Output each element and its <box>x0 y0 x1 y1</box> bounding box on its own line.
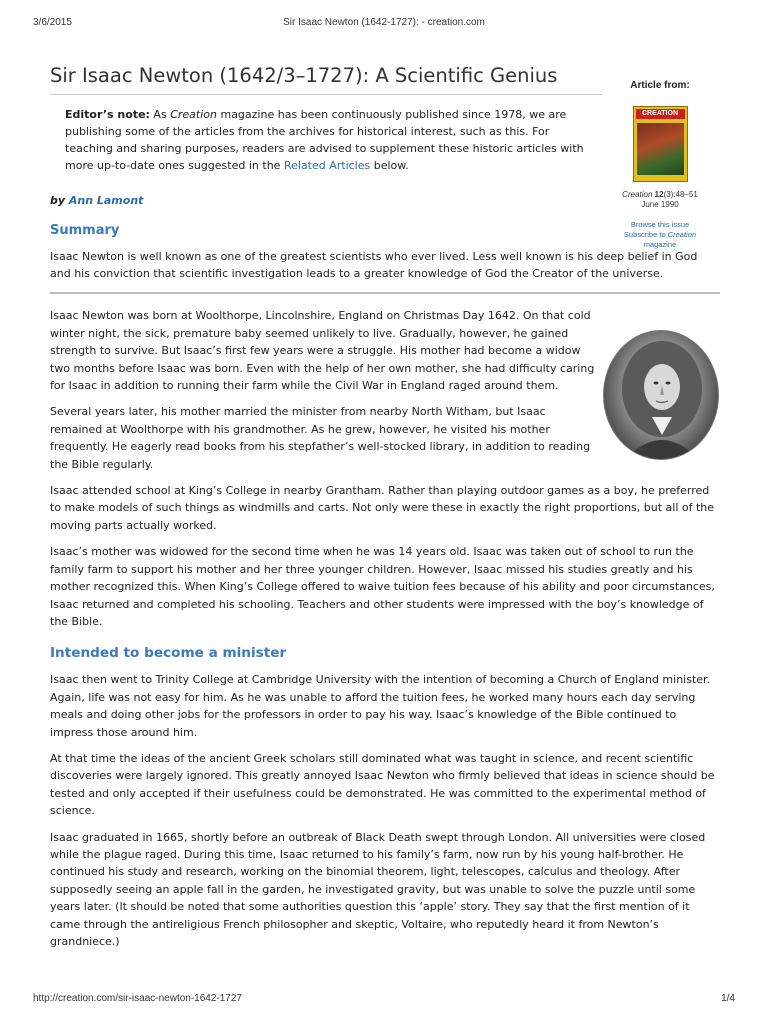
editors-note-text: magazine has been continuously published since 1978, we are publishing some of the articles from the archives for historical interest, such as this. For teaching and sharing purposes, readers are advised to supplement these historic articles with more up-to-date ones suggested in the <box>65 108 584 172</box>
paragraph: Isaac Newton was born at Woolthorpe, Lincolnshire, England on Christmas Day 1642. On that cold winter night, the sick, premature baby seemed unlikely to live. Gradually, however, he gained strength to survive. But Isaac’s first few years were a struggle. His mother had become a widow two months before Isaac was born. Even with the help of her own mother, she had difficulty caring for Isaac in addition to running their farm while the Civil War in England raged around them. <box>50 309 595 393</box>
citation-date: June 1990 <box>641 200 679 209</box>
byline-prefix: by <box>50 194 69 207</box>
section-heading: Intended to become a minister <box>50 645 287 662</box>
paragraph: Several years later, his mother married the minister from nearby North Witham, but Isaac remained at Woolthorpe with his grandmother. As he grew, however, he visited his mother frequently. He eagerly read books from his stepfather’s well-stocked library, in addition to reading the Bible regularly. <box>50 405 591 471</box>
print-page-title: Sir Isaac Newton (1642-1727): - creation.com <box>283 17 485 28</box>
subscribe-magazine: Creation <box>667 230 697 239</box>
page-title: Sir Isaac Newton (1642/3–1727): A Scientific Genius <box>50 64 558 87</box>
editors-note-text: below. <box>370 159 409 172</box>
citation-issue-pages: (3):48–51 <box>663 190 698 199</box>
related-articles-link[interactable]: Related Articles <box>283 159 371 172</box>
summary-heading: Summary <box>50 223 120 238</box>
citation-volume: 12 <box>654 190 664 199</box>
page-number: 1/4 <box>721 993 735 1004</box>
sidebar <box>610 78 710 250</box>
subscribe-suffix: magazine <box>643 240 677 249</box>
print-url: http://creation.com/sir-isaac-newton-1642-1727 <box>33 993 242 1004</box>
article-from-label: Article from: <box>630 80 690 91</box>
editors-note-lead: Editor’s note: <box>65 108 150 121</box>
cover-masthead: CREATION <box>636 109 685 119</box>
cover-artwork <box>637 123 684 175</box>
browse-issue-link[interactable]: Browse this issue <box>630 220 690 229</box>
paragraph: At that time the ideas of the ancient Greek scholars still dominated what was taught in science, and recent scientific discoveries were largely ignored. This greatly annoyed Isaac Newton who firmly believed that ideas in science should be tested and only accepted if their usefulness could be demonstrated. He was committed to the experimental method of science. <box>50 751 715 818</box>
subscribe-prefix: Subscribe to <box>623 230 668 239</box>
title-divider <box>50 94 602 95</box>
author-link[interactable]: Ann Lamont <box>68 194 144 207</box>
issue-citation <box>610 190 710 210</box>
summary-text: Isaac Newton is well known as one of the greatest scientists who ever lived. Less well known is his deep belief in God and his conviction that scientific investigation leads to a greater knowledge of God the Creator of the universe. <box>50 250 698 281</box>
editors-note-text: As <box>149 108 171 121</box>
citation-magazine: Creation <box>622 190 653 199</box>
newton-portrait-image <box>603 330 719 460</box>
summary-divider <box>50 292 720 294</box>
print-header <box>33 17 735 31</box>
subscribe-link[interactable] <box>610 230 710 250</box>
sidebar-links <box>610 220 710 250</box>
print-date: 3/6/2015 <box>33 17 72 28</box>
editors-note <box>65 106 595 174</box>
paragraph: Isaac graduated in 1665, shortly before an outbreak of Black Death swept through London. All universities were closed while the plague raged. During this time, Isaac returned to his family’s farm, now run by his young half-brother. He continued his study and research, working on the binomial theorem, light, telescopes, calculus and theology. After supposedly seeing an apple fall in the garden, he investigated gravity, but was unable to solve the puzzle until some years later. (It should be noted that some authorities question this ‘apple’ story. They say that the first mention of it came through the antireligious French philosopher and skeptic, Voltaire, who reputedly heard it from Newton’s grandniece.) <box>50 830 706 948</box>
portrait-illustration <box>604 331 719 460</box>
editors-note-magazine: Creation <box>170 108 217 121</box>
paragraph: Isaac attended school at King’s College in nearby Grantham. Rather than playing outdoor games as a boy, he preferred to make models of such things as windmills and carts. Not only were these in exactly the right proportions, but all of the moving parts actually worked. <box>50 484 715 532</box>
print-footer <box>33 993 735 1007</box>
paragraph: Isaac then went to Trinity College at Cambridge University with the intention of becoming a Church of England minister. Again, life was not easy for him. As he was unable to afford the tuition fees, he worked many hours each day serving meals and doing other jobs for the professors in order to pay his way. Isaac’s knowledge of the Bible continued to impress those around him. <box>50 673 711 739</box>
paragraph: Isaac’s mother was widowed for the second time when he was 14 years old. Isaac was taken out of school to run the family farm to support his mother and her three younger children. However, Isaac missed his studies greatly and his mother recognized this. When King’s College offered to waive tuition fees because of his ability and poor circumstances, Isaac returned and completed his schooling. Teachers and other students were impressed with the boy’s knowledge of the Bible. <box>50 545 715 628</box>
magazine-cover-image[interactable] <box>633 106 688 182</box>
